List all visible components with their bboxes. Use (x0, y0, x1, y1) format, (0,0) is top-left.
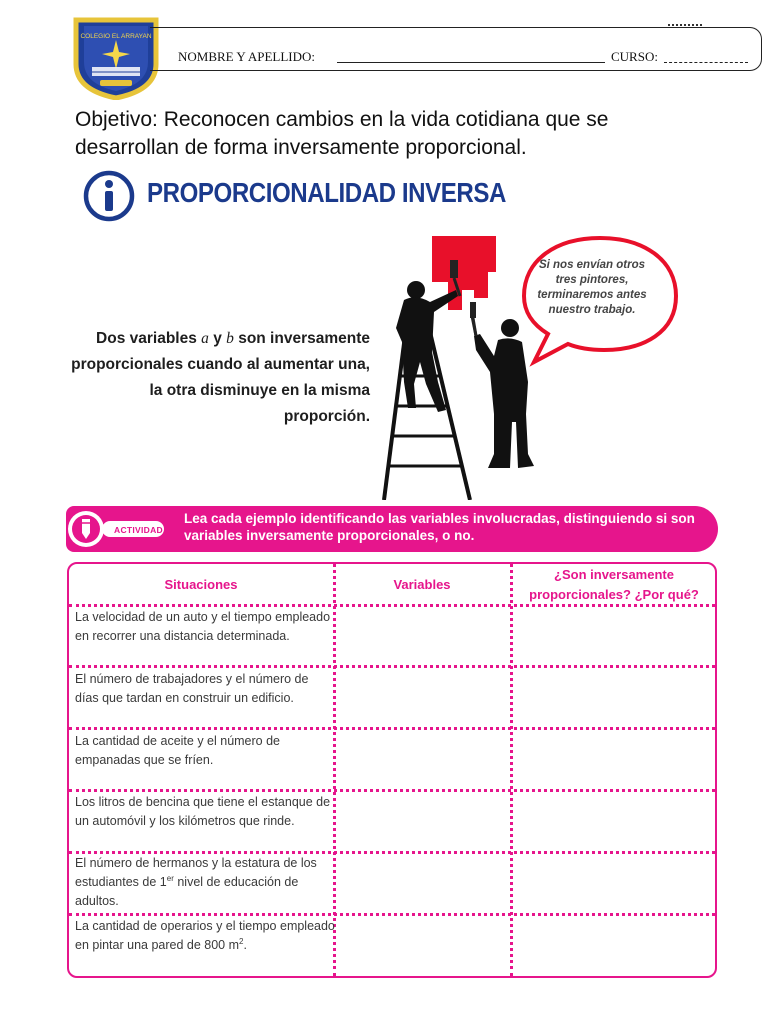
course-field[interactable] (664, 62, 748, 63)
row-text: El número de hermanos y la estatura de los estudiantes de 1 (75, 856, 317, 889)
header-variables: Variables (393, 577, 451, 592)
speech-bubble-text: Si nos envían otros tres pintores, terminaremos antes nuestro trabajo. (537, 259, 647, 316)
row-superscript: er (166, 873, 174, 883)
table-row: Los litros de bencina que tiene el estanque de un automóvil y los kilómetros que rinde. (75, 795, 331, 828)
objective-text: Objetivo: Reconocen cambios en la vida cotidiana que se desarrollan de forma inversamente proporcional. (75, 108, 609, 159)
activity-instruction: Lea cada ejemplo identificando las variables involucradas, distinguiendo si son variables inversamente proporcionales, o no. (184, 511, 695, 543)
proportional-answer-cell[interactable] (513, 607, 715, 663)
variables-answer-cell[interactable] (336, 916, 508, 974)
table-row: La cantidad de aceite y el número de empanadas que se fríen. (75, 734, 280, 767)
proportional-answer-cell[interactable] (513, 668, 715, 725)
variables-answer-cell[interactable] (336, 792, 508, 849)
table-row: La velocidad de un auto y el tiempo empleado en recorrer una distancia determinada. (75, 610, 331, 643)
definition-part-1: Dos variables (96, 330, 202, 347)
section-title: PROPORCIONALIDAD INVERSA (147, 177, 506, 208)
info-icon (83, 169, 135, 223)
proportional-answer-cell[interactable] (513, 730, 715, 787)
row-text-end: nivel de educación de adultos. (75, 875, 299, 908)
header-dotted-mark (668, 24, 702, 26)
table-row (75, 854, 335, 911)
proportional-answer-cell[interactable] (513, 792, 715, 849)
definition-text (60, 326, 370, 430)
activity-badge-label: ACTIVIDAD (114, 525, 163, 535)
table-row: El número de trabajadores y el número de días que tardan en construir un edificio. (75, 672, 309, 705)
proportional-answer-cell[interactable] (513, 916, 715, 974)
variables-answer-cell[interactable] (336, 854, 508, 911)
definition-part-2: y (208, 330, 227, 347)
table-row (75, 917, 335, 955)
header-proportional: ¿Son inversamente proporcionales? ¿Por qué? (529, 567, 699, 602)
school-seal-logo (70, 14, 162, 100)
row-text: La cantidad de operarios y el tiempo empleado en pintar una pared de 800 m (75, 919, 335, 952)
variables-answer-cell[interactable] (336, 730, 508, 787)
variable-a: a (201, 330, 209, 347)
seal-text: COLEGIO EL ARRAYAN (80, 33, 152, 40)
name-field[interactable] (337, 62, 605, 63)
row-superscript: 2 (239, 936, 244, 946)
name-label: NOMBRE Y APELLIDO: (178, 49, 315, 64)
row-text-end: . (243, 938, 247, 952)
proportional-answer-cell[interactable] (513, 854, 715, 911)
definition-part-3: son inversamente proporcionales cuando al aumentar una, la otra disminuye en la misma proporción. (71, 330, 370, 425)
variables-answer-cell[interactable] (336, 607, 508, 663)
header-situaciones: Situaciones (164, 577, 238, 592)
variables-answer-cell[interactable] (336, 668, 508, 725)
variable-b: b (226, 330, 234, 347)
course-label: CURSO: (611, 49, 658, 64)
